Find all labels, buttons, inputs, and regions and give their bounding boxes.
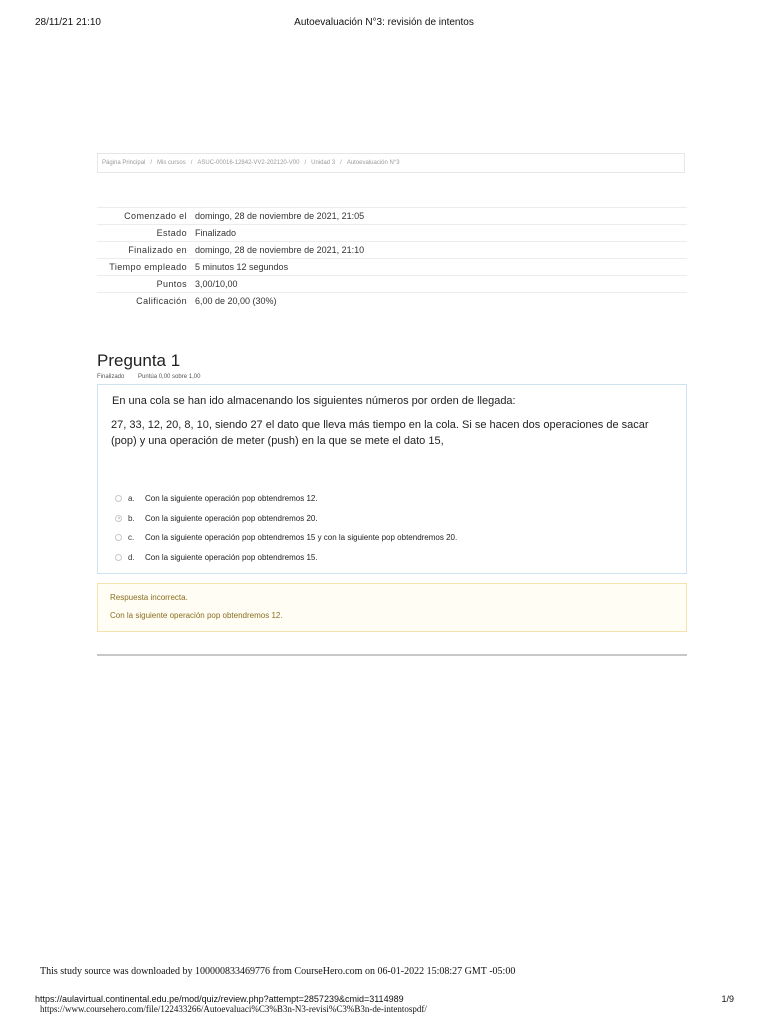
question-title: Pregunta 1 [97, 351, 181, 370]
time-value: 5 minutos 12 segundos [195, 262, 289, 272]
breadcrumb-course[interactable]: ASUC-00016-12842-VV2-202120-V00 [197, 160, 300, 166]
state-value: Finalizado [195, 228, 237, 238]
answer-text: Con la siguiente operación pop obtendremos 15. [145, 553, 318, 563]
answer-text: Con la siguiente operación pop obtendremos 20. [145, 513, 318, 523]
question-status: Finalizado [97, 374, 125, 380]
download-note: This study source was downloaded by 100000833469776 from CourseHero.com on 06-01-2022 15:08:27 GMT -05:00 [40, 966, 516, 977]
summary-row-state [97, 225, 687, 242]
answer-list [115, 489, 457, 567]
feedback-result: Respuesta incorrecta. [110, 593, 188, 602]
summary-row-finished [97, 242, 687, 259]
section-divider [97, 654, 687, 656]
attempt-summary-table [97, 207, 687, 309]
state-label: Estado [156, 228, 187, 238]
answer-text: Con la siguiente operación pop obtendremos 15 y con la siguiente pop obtendremos 20. [145, 533, 458, 543]
radio-d[interactable] [115, 554, 122, 561]
finished-value: domingo, 28 de noviembre de 2021, 21:10 [195, 245, 365, 255]
answer-letter: b. [128, 513, 135, 523]
feedback-box [97, 583, 687, 632]
answer-letter: d. [128, 553, 135, 563]
started-label: Comenzado el [124, 211, 187, 221]
answer-letter: a. [128, 494, 135, 504]
question-text-intro: En una cola se han ido almacenando los siguientes números por orden de llegada: [112, 395, 516, 407]
breadcrumb-quiz[interactable]: Autoevaluación N°3 [346, 160, 400, 166]
summary-row-points [97, 276, 687, 293]
answer-option-d[interactable] [115, 548, 457, 568]
page-number: 1/9 [721, 994, 734, 1004]
print-date: 28/11/21 21:10 [35, 17, 101, 28]
radio-a[interactable] [115, 495, 122, 502]
question-info [97, 374, 212, 380]
question-score: Puntúa 0,00 sobre 1,00 [138, 374, 201, 380]
summary-row-time [97, 259, 687, 276]
answer-option-b[interactable] [115, 509, 457, 529]
answer-letter: c. [128, 533, 135, 543]
answer-text: Con la siguiente operación pop obtendremos 12. [145, 494, 318, 504]
grade-label: Calificación [136, 296, 187, 306]
grade-value: 6,00 de 20,00 (30%) [195, 296, 277, 306]
breadcrumb-my-courses[interactable]: Mis cursos [157, 160, 186, 166]
summary-row-grade [97, 293, 687, 309]
time-label: Tiempo empleado [109, 262, 187, 272]
breadcrumb-home[interactable]: Página Principal [102, 160, 146, 166]
question-box [97, 384, 687, 574]
print-footer-url: https://aulavirtual.continental.edu.pe/mod/quiz/review.php?attempt=2857239&cmid=3114989 [35, 994, 404, 1004]
breadcrumb: Página Principal / Mis cursos / ASUC-00016-12842-VV2-202120-V00 / Unidad 3 / Autoevaluación N°3 [97, 153, 685, 173]
radio-c[interactable] [115, 534, 122, 541]
answer-option-c[interactable] [115, 528, 457, 548]
summary-row-started [97, 208, 687, 225]
feedback-correct-answer: Con la siguiente operación pop obtendremos 12. [110, 611, 283, 620]
print-title: Autoevaluación N°3: revisión de intentos [294, 17, 474, 28]
answer-option-a[interactable] [115, 489, 457, 509]
points-label: Puntos [156, 279, 187, 289]
radio-b-selected[interactable] [115, 515, 122, 522]
source-url: https://www.coursehero.com/file/122433266/Autoevaluaci%C3%B3n-N3-revisi%C3%B3n-de-intentospdf/ [40, 1004, 427, 1014]
points-value: 3,00/10,00 [195, 279, 238, 289]
question-text-body: 27, 33, 12, 20, 8, 10, siendo 27 el dato que lleva más tiempo en la cola. Si se hacen dos operaciones de sacar (pop) y una operación de meter (push) en la que se mete el dato 15, [111, 419, 649, 447]
started-value: domingo, 28 de noviembre de 2021, 21:05 [195, 211, 365, 221]
breadcrumb-unit[interactable]: Unidad 3 [311, 160, 336, 166]
finished-label: Finalizado en [128, 245, 187, 255]
